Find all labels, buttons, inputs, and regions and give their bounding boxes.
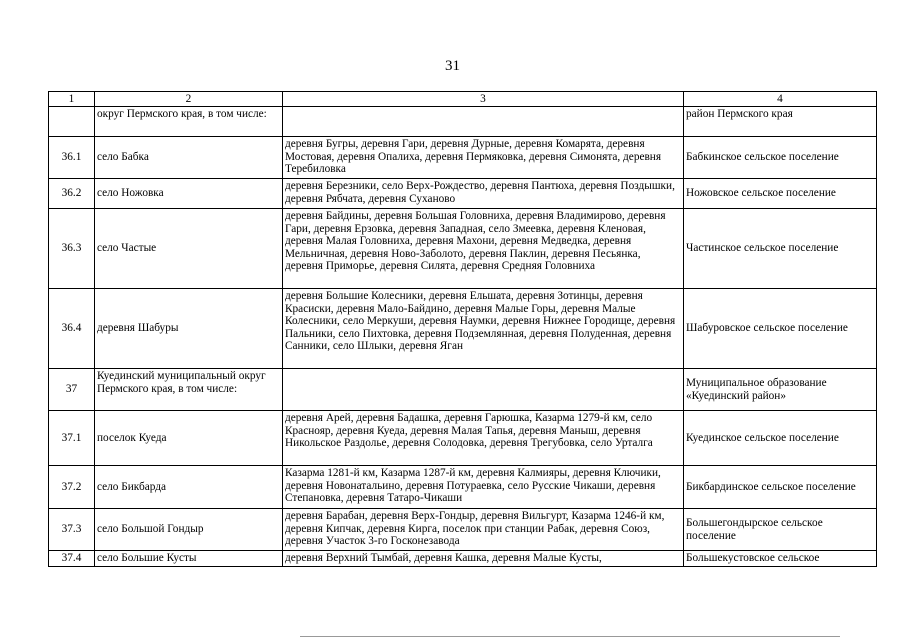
- table-row: [49, 466, 877, 509]
- region-name: Шабуровское сельское поселение: [684, 289, 877, 369]
- settlement-name: село Большие Кусты: [95, 551, 283, 567]
- table-row: [49, 369, 877, 411]
- settlement-name: село Бабка: [95, 137, 283, 179]
- row-number: 36.2: [49, 179, 95, 209]
- row-number: 36.3: [49, 209, 95, 289]
- region-name: район Пермского края: [684, 107, 877, 137]
- table-row: [49, 137, 877, 179]
- village-list: деревня Арей, деревня Бадашка, деревня Гарюшка, Казарма 1279-й км, село Краснояр, деревня Куеда, деревня Малая Тапья, деревня Маныш, деревня Никольское Раздолье, деревня Солодовка, деревня Трегубовка, село Урталга: [283, 411, 684, 466]
- table-row: [49, 509, 877, 551]
- page-edge-line: [300, 636, 840, 637]
- row-number: 37.1: [49, 411, 95, 466]
- region-name: Частинское сельское поселение: [684, 209, 877, 289]
- row-number: [49, 107, 95, 137]
- settlement-name: село Большой Гондыр: [95, 509, 283, 551]
- settlements-table: [48, 91, 877, 567]
- row-number: 37.4: [49, 551, 95, 567]
- settlement-name: село Бикбарда: [95, 466, 283, 509]
- row-number: 37: [49, 369, 95, 411]
- column-header: 2: [95, 92, 283, 107]
- row-number: 36.1: [49, 137, 95, 179]
- region-name: Большегондырское сельское поселение: [684, 509, 877, 551]
- village-list: Казарма 1281-й км, Казарма 1287-й км, деревня Калмияры, деревня Ключики, деревня Новонатальино, деревня Потураевка, село Русские Чикаши, деревня Степановка, деревня Татаро-Чикаши: [283, 466, 684, 509]
- table-row: [49, 551, 877, 567]
- village-list: деревня Большие Колесники, деревня Ельшата, деревня Зотинцы, деревня Красиски, деревня Мало-Байдино, деревня Малые Горы, деревня Малые Колесники, село Меркуши, деревня Наумки, деревня Нижнее Городище, деревня Пальники, село Пихтовка, деревня Подземлянная, деревня Полуденная, деревня Санники, село Шлыки, деревня Яган: [283, 289, 684, 369]
- header-row: [49, 92, 877, 107]
- region-name: Бабкинское сельское поселение: [684, 137, 877, 179]
- settlement-name: деревня Шабуры: [95, 289, 283, 369]
- region-name: Ножовское сельское поселение: [684, 179, 877, 209]
- column-header: 3: [283, 92, 684, 107]
- column-header: 1: [49, 92, 95, 107]
- table-row: [49, 411, 877, 466]
- settlement-name: округ Пермского края, в том числе:: [95, 107, 283, 137]
- page-number: 31: [445, 58, 460, 74]
- settlement-name: село Частые: [95, 209, 283, 289]
- region-name: Муниципальное образование «Куединский район»: [684, 369, 877, 411]
- row-number: 37.3: [49, 509, 95, 551]
- village-list: деревня Барабан, деревня Верх-Гондыр, деревня Вильгурт, Казарма 1246-й км, деревня Кипчак, деревня Кирга, поселок при станции Рабак, деревня Союз, деревня Участок 3-го Госконезавода: [283, 509, 684, 551]
- village-list: [283, 107, 684, 137]
- table-row: [49, 107, 877, 137]
- table-row: [49, 179, 877, 209]
- village-list: деревня Верхний Тымбай, деревня Кашка, деревня Малые Кусты,: [283, 551, 684, 567]
- settlement-name: поселок Куеда: [95, 411, 283, 466]
- table-row: [49, 209, 877, 289]
- row-number: 37.2: [49, 466, 95, 509]
- village-list: деревня Байдины, деревня Большая Головниха, деревня Владимирово, деревня Гари, деревня Ерзовка, деревня Западная, село Змеевка, деревня Кленовая, деревня Малая Головниха, деревня Махони, деревня Медведка, деревня Мельничная, деревня Ново-Заболото, деревня Паклин, деревня Песьянка, деревня Приморье, деревня Силята, деревня Средняя Головниха: [283, 209, 684, 289]
- village-list: деревня Березники, село Верх-Рождество, деревня Пантюха, деревня Поздышки, деревня Рябчата, деревня Суханово: [283, 179, 684, 209]
- village-list: деревня Бугры, деревня Гари, деревня Дурные, деревня Комарята, деревня Мостовая, деревня Опалиха, деревня Пермяковка, деревня Симонята, деревня Теребиловка: [283, 137, 684, 179]
- region-name: Куединское сельское поселение: [684, 411, 877, 466]
- column-header: 4: [684, 92, 877, 107]
- region-name: Большекустовское сельское: [684, 551, 877, 567]
- table-row: [49, 289, 877, 369]
- settlement-name: село Ножовка: [95, 179, 283, 209]
- village-list: [283, 369, 684, 411]
- settlement-name: Куединский муниципальный округ Пермского края, в том числе:: [95, 369, 283, 411]
- region-name: Бикбардинское сельское поселение: [684, 466, 877, 509]
- row-number: 36.4: [49, 289, 95, 369]
